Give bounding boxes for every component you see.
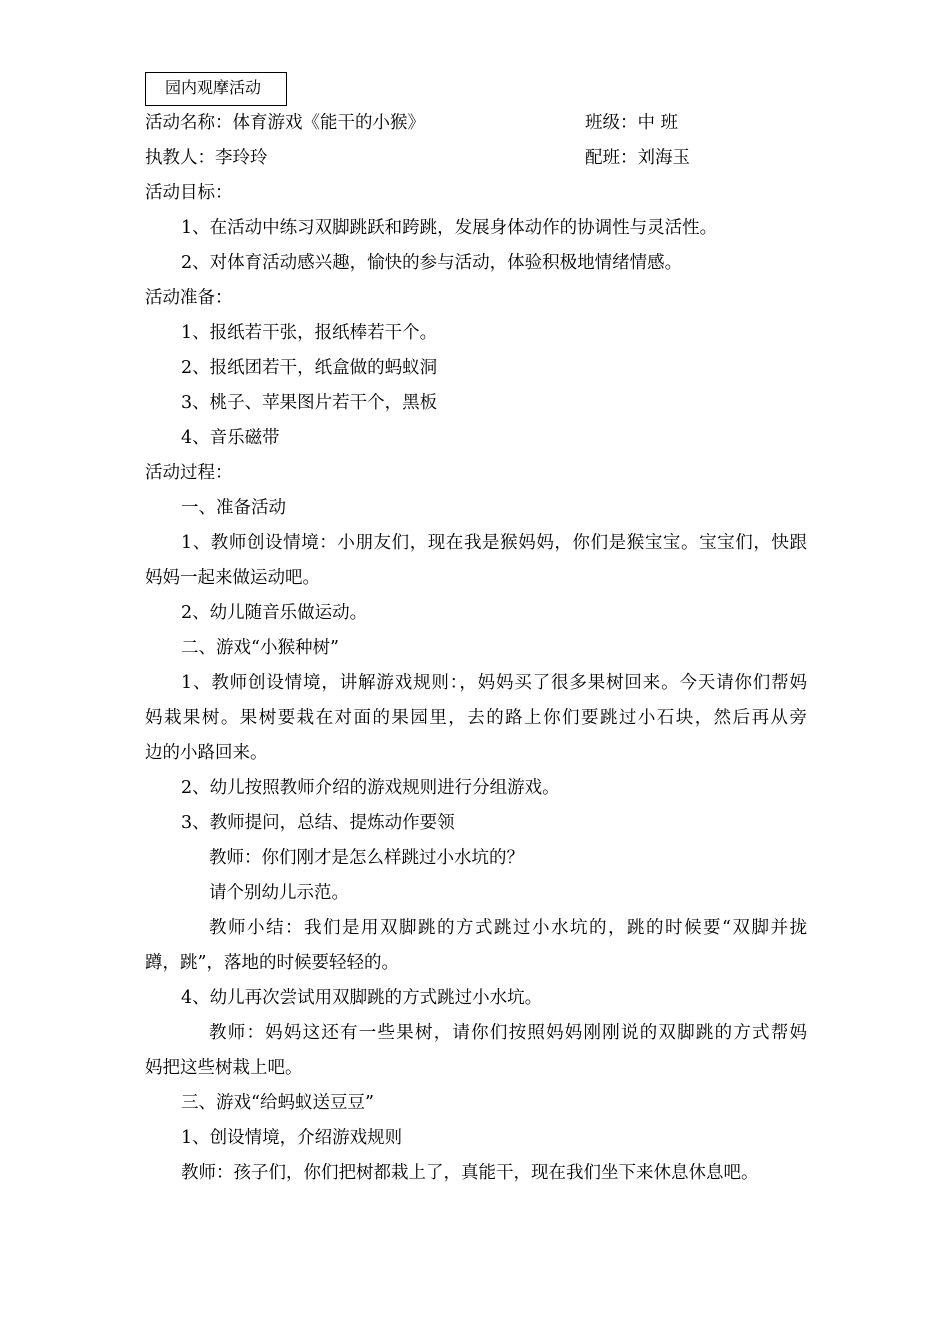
prep-item: 4、音乐磁带 <box>181 428 280 448</box>
paragraph-text: 1、教师创设情境，讲解游戏规则：，妈妈买了很多果树回来。今天请你们帮妈 <box>181 673 807 693</box>
paragraph-line: 边的小路回来。 <box>145 743 268 763</box>
prep-item: 2、报纸团若干，纸盒做的蚂蚁洞 <box>181 358 438 378</box>
paragraph-text: 教师小结：我们是用双脚跳的方式跳过小水坑的，跳的时候要“双脚并拢 <box>209 918 807 938</box>
paragraph-line: 3、教师提问，总结、提炼动作要领 <box>181 813 455 833</box>
section-title: 三、游戏“给蚂蚁送豆豆” <box>181 1093 374 1113</box>
paragraph-line: 2、幼儿随音乐做运动。 <box>181 603 368 623</box>
goal-item: 2、对体育活动感兴趣，愉快的参与活动，体验积极地情绪情感。 <box>181 253 683 273</box>
paragraph-line: 2、幼儿按照教师介绍的游戏规则进行分组游戏。 <box>181 778 560 798</box>
activity-name: 活动名称：体育游戏《能干的小猴》 <box>145 113 425 133</box>
process-heading: 活动过程： <box>145 463 233 483</box>
section-title: 一、准备活动 <box>181 498 286 518</box>
paragraph-line <box>181 671 807 695</box>
paragraph-line <box>145 706 807 730</box>
paragraph-text: 1、教师创设情境：小朋友们，现在我是猴妈妈，你们是猴宝宝。宝宝们，快跟 <box>181 533 807 553</box>
paragraph-line <box>209 916 807 940</box>
prep-item: 3、桃子、苹果图片若干个，黑板 <box>181 393 438 413</box>
activity-type-badge: 园内观摩活动 <box>145 72 287 106</box>
paragraph-line: 蹲，跳”，落地的时候要轻轻的。 <box>145 953 399 973</box>
goal-item: 1、在活动中练习双脚跳跃和跨跳，发展身体动作的协调性与灵活性。 <box>181 218 718 238</box>
paragraph-text: 教师：妈妈这还有一些果树，请你们按照妈妈刚刚说的双脚跳的方式帮妈 <box>209 1023 807 1043</box>
paragraph-line: 1、创设情境，介绍游戏规则 <box>181 1128 403 1148</box>
teacher-question: 教师：你们刚才是怎么样跳过小水坑的？ <box>209 848 524 868</box>
teacher-name: 执教人：李玲玲 <box>145 148 268 168</box>
paragraph-line <box>181 531 807 555</box>
paragraph-line: 4、幼儿再次尝试用双脚跳的方式跳过小水坑。 <box>181 988 543 1008</box>
assistant-teacher: 配班：刘海玉 <box>585 148 690 168</box>
paragraph-text: 妈栽果树。果树要栽在对面的果园里，去的路上你们要跳过小石块，然后再从旁 <box>145 708 807 728</box>
paragraph-line: 请个别幼儿示范。 <box>209 883 349 903</box>
goals-heading: 活动目标： <box>145 183 233 203</box>
paragraph-line <box>209 1021 807 1045</box>
paragraph-line: 妈妈一起来做运动吧。 <box>145 568 320 588</box>
prep-heading: 活动准备： <box>145 288 233 308</box>
paragraph-line: 教师：孩子们，你们把树都栽上了，真能干，现在我们坐下来休息休息吧。 <box>181 1163 759 1183</box>
class-label: 班级：中 班 <box>585 113 679 133</box>
paragraph-line: 妈把这些树栽上吧。 <box>145 1058 303 1078</box>
section-title: 二、游戏“小猴种树” <box>181 638 339 658</box>
prep-item: 1、报纸若干张，报纸棒若干个。 <box>181 323 438 343</box>
